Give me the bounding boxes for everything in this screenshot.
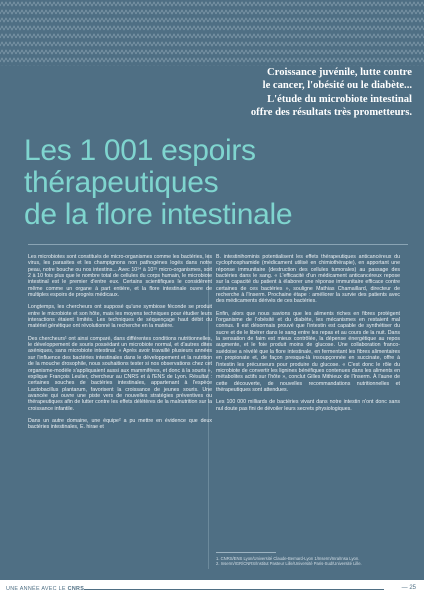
- title-divider: [28, 244, 408, 245]
- page-number: — 25: [401, 585, 416, 591]
- paragraph: Les microbiotes sont constitués de micro-organismes comme les bactéries, les virus, les parasites et les champignons non pathogènes logés dans notre peau, notre bouche ou nos intestins... Avec 10¹⁴ à 10¹⁵ micro-organismes, soit 2 à 10 fois plus que le nombre total de cellules du corps humain, le microbiote intestinal est le premier d'entre eux. Certains scientifiques le considèrent même comme un organe à part entière, et la flore intestinale ouvre de multiples espoirs de progrès médicaux.: [28, 254, 212, 299]
- paragraph: Enfin, alors que nous savions que les aliments riches en fibres protègent l'organisme de l'obésité et du diabète, les mécanismes en restaient mal connus. Il est désormais prouvé que l'intestin est capable de synthétiser du sucre et de le libérer dans le sang entre les repas et au cours de la nuit. Dans la sensation de faim est mieux contrôlée, la dépense énergétique au repos augmente, et le foie produit moins de glucose. Une collaboration franco-suédoise a révélé que la flore intestinale, en fermentant les fibres alimentaires en propionate et, de façon presque-là insoupçonnée en succinate, offre à l'intestin les précurseurs pour produire du glucose. « C'est donc le rôle du microbiote de convertir les lignines bénéfiques contenues dans les aliments en métabolites actifs sur l'hôte », conclut Gilles Mithieux de l'Inserm. À l'aune de cette découverte, de nouvelles recommandations nutritionnelles et thérapeutiques sont attendues.: [216, 310, 400, 393]
- footnote: 1. CNRS/ENS Lyon/Université Claude-Bernard-Lyon 1/Inserm/Inra/Insa Lyon.: [216, 556, 360, 561]
- page-footer: [0, 580, 424, 600]
- lead-line: le cancer, l'obésité ou le diabète...: [262, 80, 412, 92]
- page-number-value: 25: [409, 585, 416, 591]
- paragraph: Dans un autre domaine, une équipe² a pu mettre en évidence que deux bactéries intestinales, E. hirae et: [28, 417, 212, 431]
- paragraph: B. intestinihominis potentialisent les effets thérapeutiques anticancéreux du cyclophosphamide (médicament utilisé en chimiothérapie), en apportant une réponse immunitaire (destruction des cellules tumorales) au passage des bactéries dans le sang. « L'efficacité d'un médicament anticancéreux repose sur la capacité du patient à élaborer une réponse immunitaire efficace contre certaines de ces bactéries », souligne Mathias Chamaillard, directeur de recherche à l'Inserm. Prochaine étape : améliorer la survie des patients avec des médicaments dérivés de ces bactéries.: [216, 254, 400, 305]
- lead-line: L'étude du microbiote intestinal: [267, 93, 412, 105]
- footer-brand: CNRS: [67, 586, 85, 592]
- left-column: [28, 254, 212, 437]
- paragraph: Longtemps, les chercheurs ont supposé qu'une symbiose féconde se produit entre le microbiote et son hôte, mais les moyens techniques pour étudier leurs interactions étaient limités. Les techniques de séquençage haut débit du matériel génétique ont révolutionné la recherche en la matière.: [28, 304, 212, 330]
- footer-label: [6, 586, 84, 592]
- lead-line: offre des résultats très prometteurs.: [250, 107, 412, 119]
- footer-rule: [84, 589, 384, 590]
- right-column: [216, 254, 400, 418]
- article-title: [24, 135, 414, 231]
- title-line: thérapeutiques: [24, 166, 219, 199]
- footnotes: [216, 556, 406, 566]
- decorative-pattern: [0, 0, 424, 66]
- title-line: Les 1 001 espoirs: [24, 134, 256, 167]
- footer-label-prefix: UNE ANNÉE AVEC LE: [6, 586, 66, 592]
- footnote: 2. Inserm/IGR/CNRS/Institut Pasteur Lille/Université Paris-Sud/Université Lille.: [216, 561, 362, 567]
- article-lead: [150, 66, 412, 120]
- footnote-rule: [216, 552, 276, 553]
- lead-line: Croissance juvénile, lutte contre: [267, 67, 412, 78]
- paragraph: Les 100 000 milliards de bactéries vivant dans notre intestin n'ont donc sans nul doute pas fini de dévoiler leurs secrets physiologiques.: [216, 399, 400, 412]
- paragraph: Des chercheurs¹ ont ainsi comparé, dans différentes conditions nutritionnelles, le développement de souris possédant un microbiote normal, et d'autres dites axéniques, sans microbiote intestinal. « Après avoir travaillé plusieurs années sur l'influence des bactéries intestinales dans le développement et la nutrition de la mouche drosophile, nous souhaitions tester si nos observations chez cet organisme-modèle s'appliquaient aussi aux mammifères, et donc à la souris », explique François Leulier, chercheur au CNRS et à l'ENS de Lyon. Résultat : certaines souches de bactéries intestinales, appartenant à l'espèce Lactobacillus plantarum, favorisent la croissance de jeunes souris. Une avancée qui ouvre une piste vers de nouvelles stratégies préventives ou thérapeutiques afin de lutter contre les effets délétères de la malnutrition sur la croissance infantile.: [28, 335, 212, 412]
- title-line: de la flore intestinale: [24, 198, 293, 231]
- zigzag-pattern-graphic: [0, 0, 424, 66]
